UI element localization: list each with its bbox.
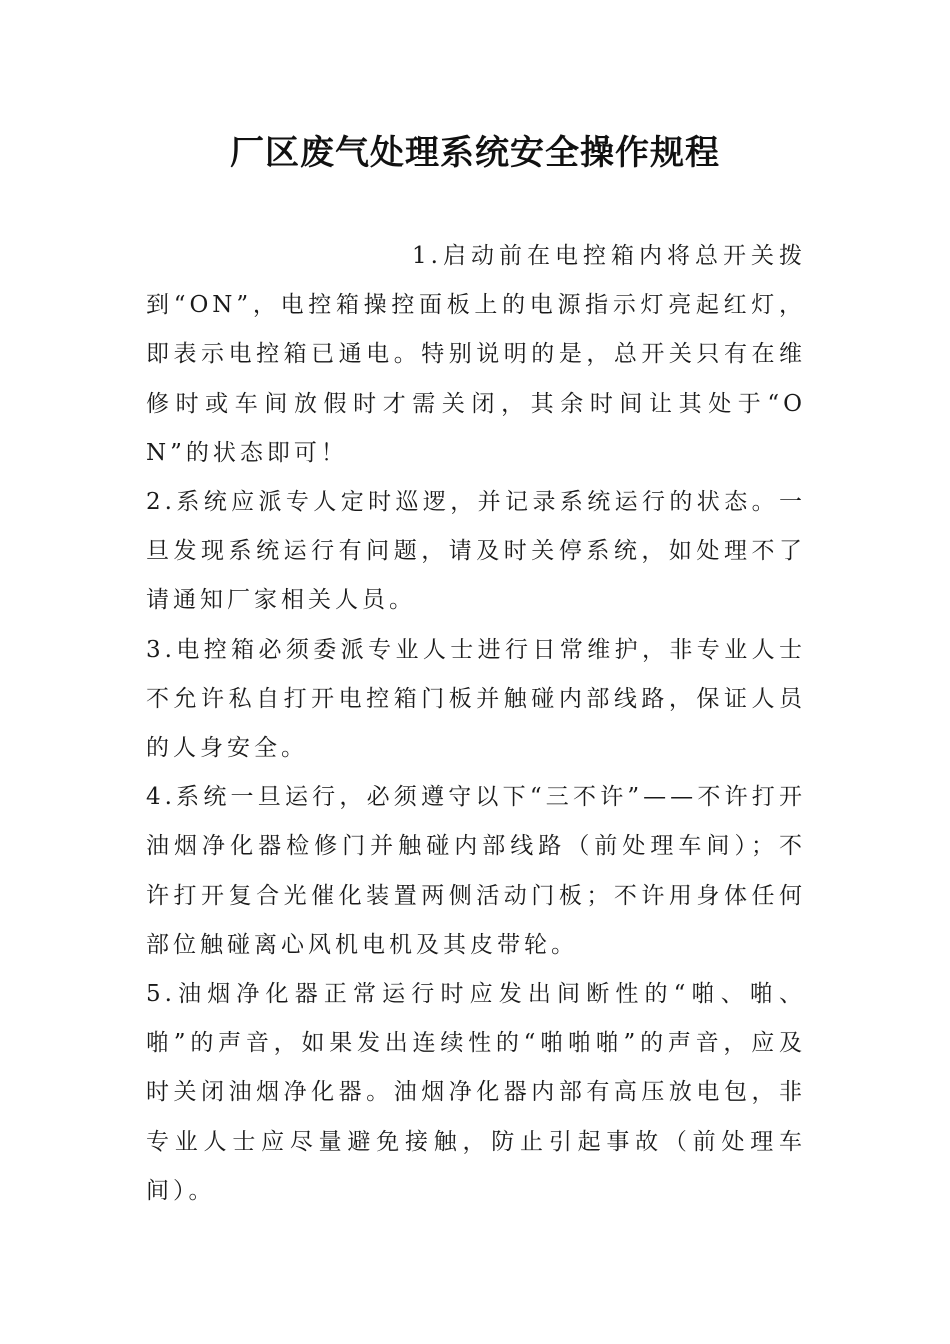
- paragraph-2: 2.系统应派专人定时巡逻，并记录系统运行的状态。一旦发现系统运行有问题，请及时关停系统，如处理不了请通知厂家相关人员。: [146, 489, 806, 614]
- document-title: 厂区废气处理系统安全操作规程: [230, 133, 720, 173]
- paragraph-1: 1.启动前在电控箱内将总开关拨到“ON”，电控箱操控面板上的电源指示灯亮起红灯，即表示电控箱已通电。特别说明的是，总开关只有在维修时或车间放假时才需关闭，其余时间让其处于“ON”的状态即可！: [146, 243, 806, 466]
- paragraph-3: 3.电控箱必须委派专业人士进行日常维护，非专业人士不允许私自打开电控箱门板并触碰内部线路，保证人员的人身安全。: [146, 636, 806, 762]
- document-body: [146, 232, 806, 1216]
- paragraph-4: 4.系统一旦运行，必须遵守以下“三不许”——不许打开油烟净化器检修门并触碰内部线路（前处理车间）；不许打开复合光催化装置两侧活动门板；不许用身体任何部位触碰离心风机电机及其皮带轮。: [146, 784, 806, 958]
- paragraph-5: 5.油烟净化器正常运行时应发出间断性的“啪、啪、啪”的声音，如果发出连续性的“啪啪啪”的声音，应及时关闭油烟净化器。油烟净化器内部有高压放电包，非专业人士应尽量避免接触，防止引起事故（前处理车间）。: [146, 981, 806, 1204]
